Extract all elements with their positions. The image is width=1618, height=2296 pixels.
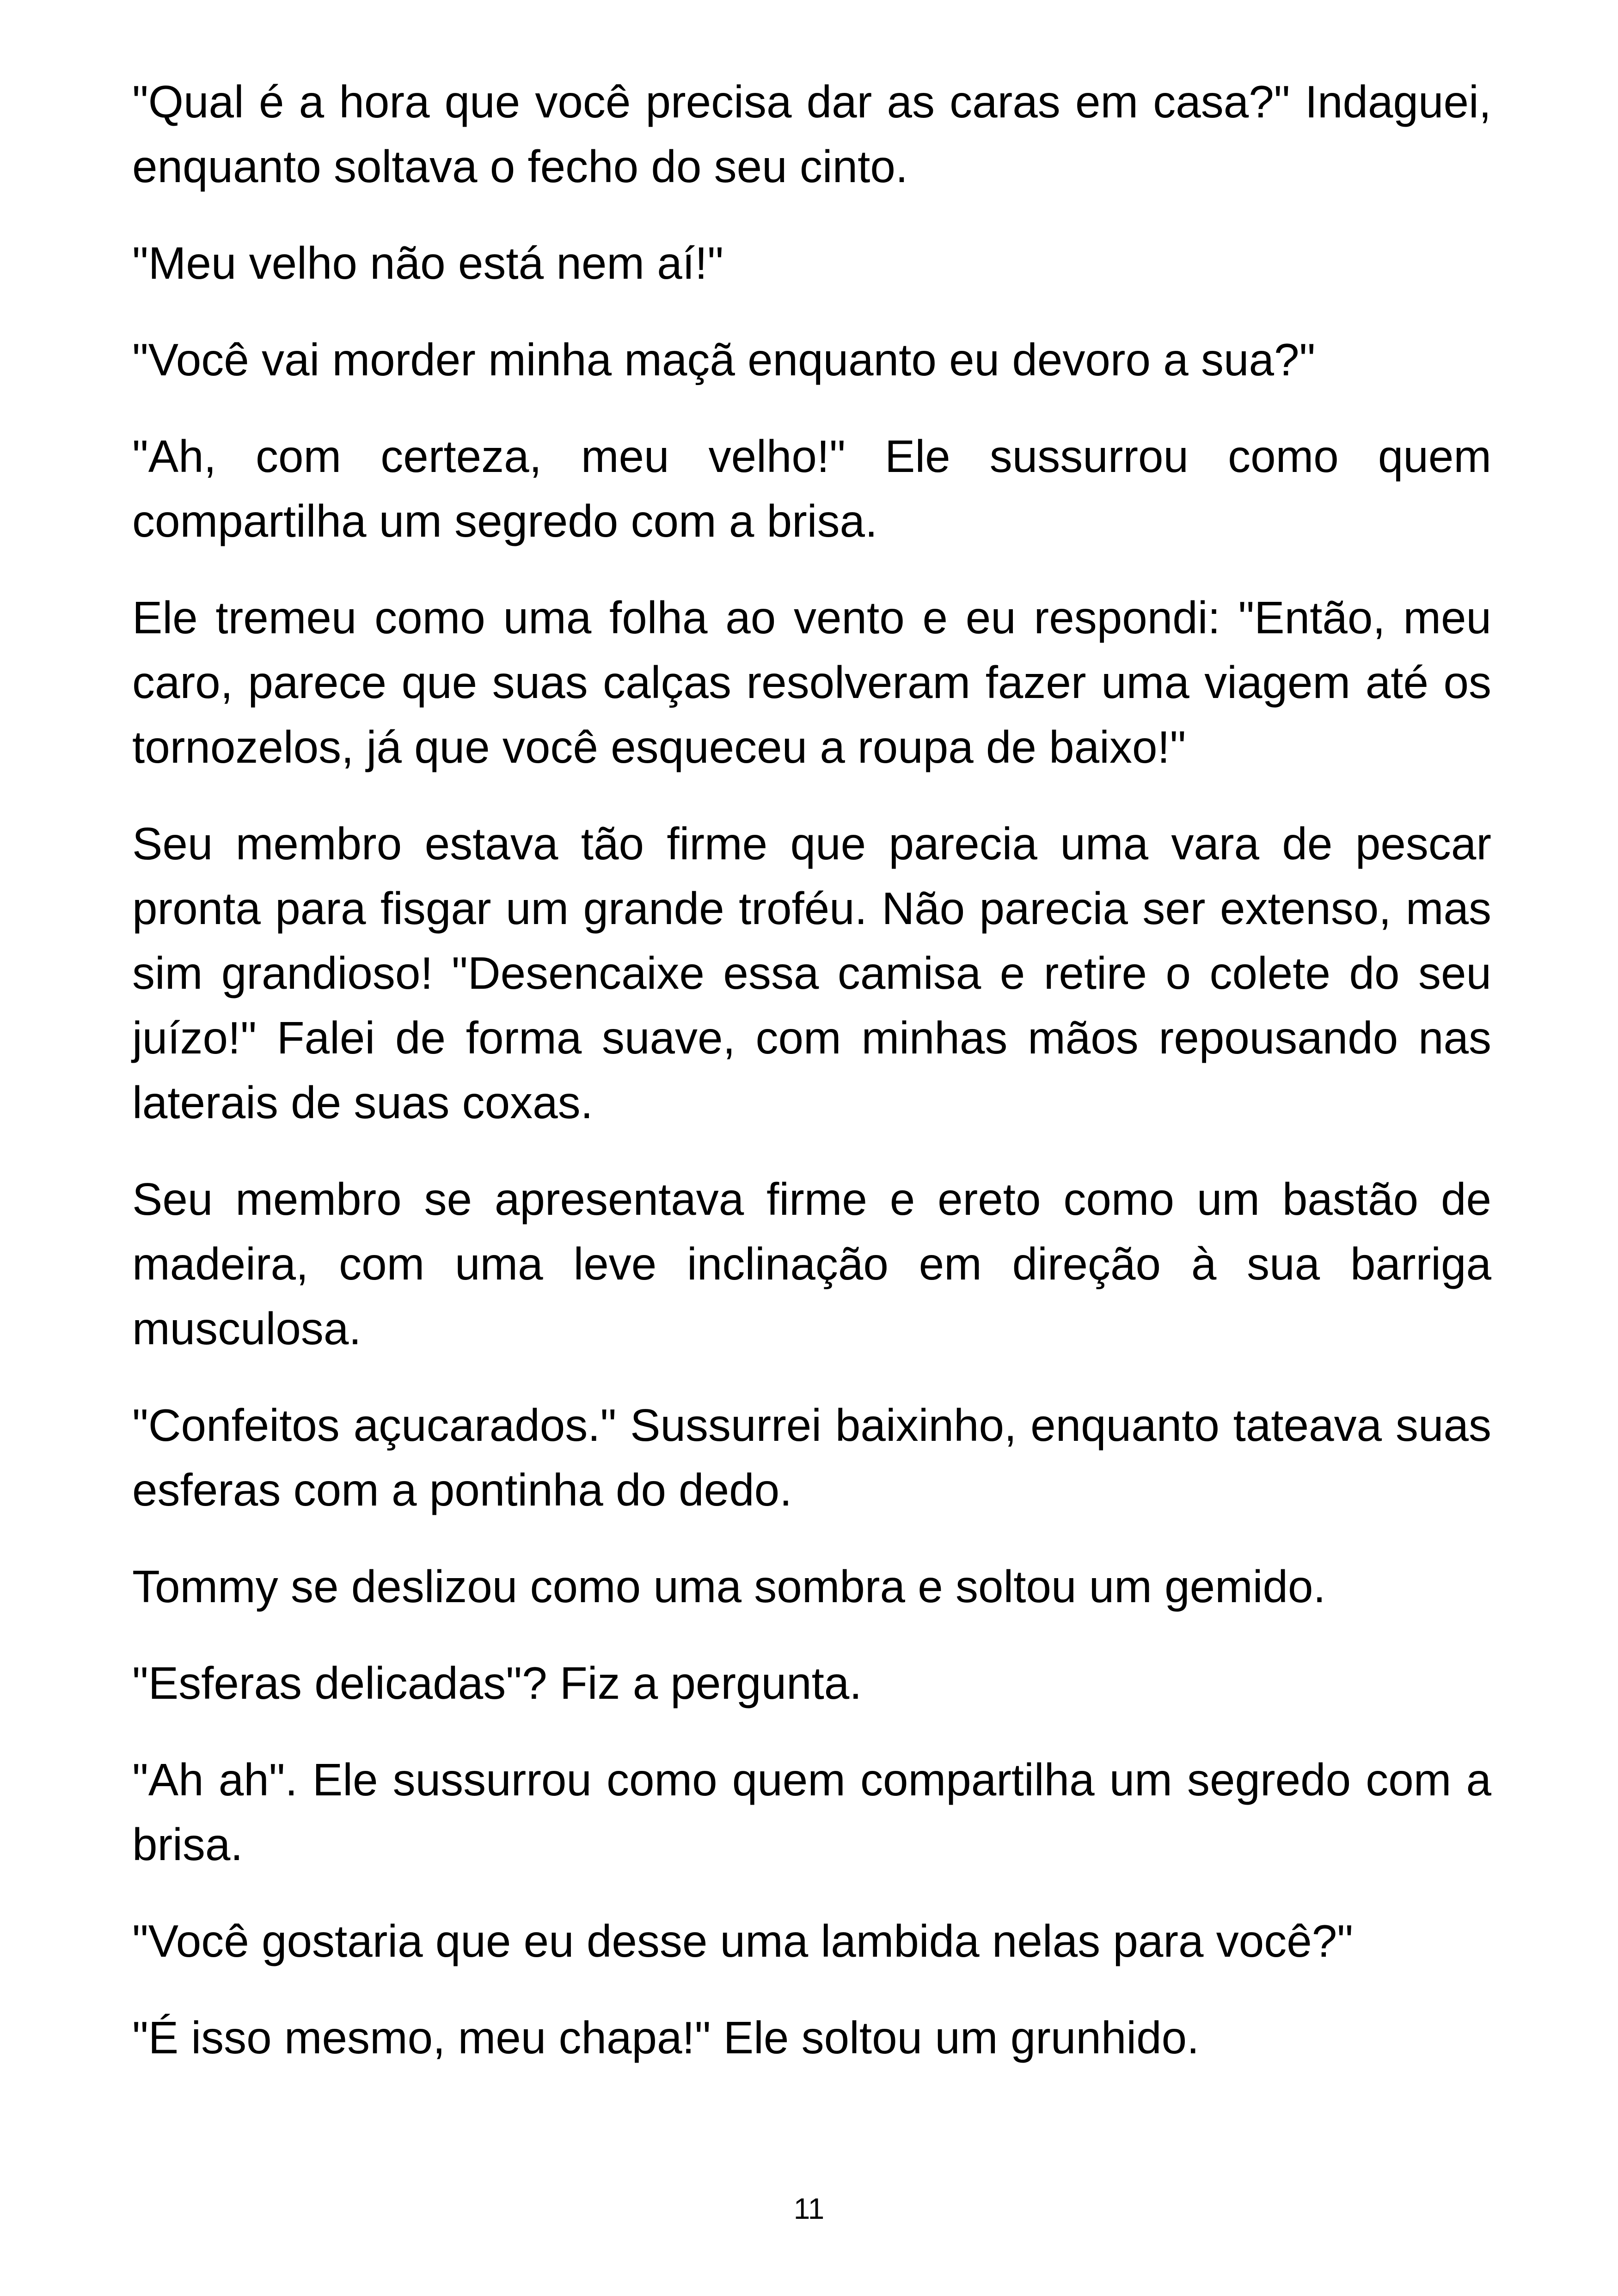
paragraph: Seu membro se apresentava firme e ereto como um bastão de madeira, com uma leve inclinação em direção à sua barriga musculosa. <box>132 1174 1491 1354</box>
paragraph: "Você gostaria que eu desse uma lambida nelas para você?" <box>132 1916 1354 1966</box>
paragraph: "Meu velho não está nem aí!" <box>132 238 723 288</box>
page-number: 11 <box>793 2192 825 2225</box>
paragraph: Ele tremeu como uma folha ao vento e eu respondi: "Então, meu caro, parece que suas calças resolveram fazer uma viagem até os tornozelos, já que você esqueceu a roupa de baixo!" <box>132 592 1491 772</box>
paragraph: "Esferas delicadas"? Fiz a pergunta. <box>132 1658 862 1708</box>
paragraph: "Ah ah". Ele sussurrou como quem compartilha um segredo com a brisa. <box>132 1754 1491 1870</box>
paragraph: Seu membro estava tão firme que parecia uma vara de pescar pronta para fisgar um grande troféu. Não parecia ser extenso, mas sim grandioso! "Desencaixe essa camisa e retire o colete do seu juízo!" Falei de forma suave, com minhas mãos repousando nas laterais de suas coxas. <box>132 818 1491 1128</box>
paragraph: "Qual é a hora que você precisa dar as caras em casa?" Indaguei, enquanto soltava o fecho do seu cinto. <box>132 76 1491 192</box>
paragraph: "Confeitos açucarados." Sussurrei baixinho, enquanto tateava suas esferas com a pontinha do dedo. <box>132 1400 1491 1515</box>
paragraph: "Você vai morder minha maçã enquanto eu devoro a sua?" <box>132 334 1316 385</box>
paragraph: Tommy se deslizou como uma sombra e soltou um gemido. <box>132 1561 1326 1612</box>
body-text <box>132 69 1491 2102</box>
paragraph: "É isso mesmo, meu chapa!" Ele soltou um grunhido. <box>132 2012 1200 2063</box>
paragraph: "Ah, com certeza, meu velho!" Ele sussurrou como quem compartilha um segredo com a brisa. <box>132 431 1491 546</box>
